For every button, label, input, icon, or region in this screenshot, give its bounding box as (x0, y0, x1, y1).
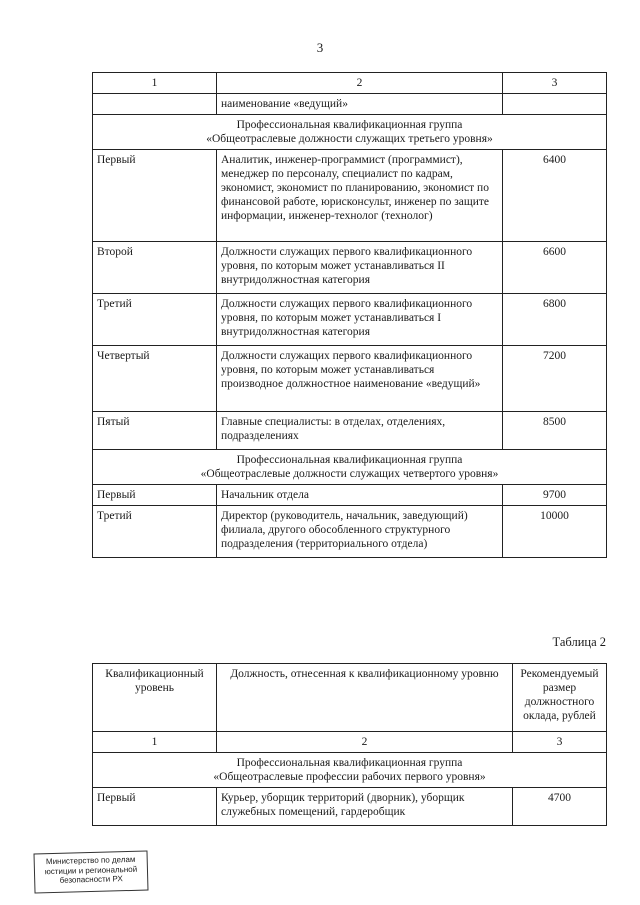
col-number-1: 1 (93, 732, 217, 753)
position-cell: наименование «ведущий» (217, 94, 503, 115)
column-number-row (93, 732, 607, 753)
table-row (93, 506, 607, 558)
ministry-stamp (33, 851, 148, 894)
table-row (93, 412, 607, 450)
group-title (93, 753, 607, 788)
group-header-row (93, 450, 607, 485)
level-cell: Второй (93, 242, 217, 294)
salary-cell: 6400 (503, 150, 607, 242)
group-title (93, 115, 607, 150)
stamp-line3: безопасности РХ (59, 874, 123, 885)
salary-cell: 7200 (503, 346, 607, 412)
position-cell: Главные специалисты: в отделах, отделениях, подразделениях (217, 412, 503, 450)
position-cell: Должности служащих первого квалификационного уровня, по которым может устанавливаться производное должностное наименование «ведущий» (217, 346, 503, 412)
table-row (93, 242, 607, 294)
level-cell: Первый (93, 150, 217, 242)
salary-cell: 8500 (503, 412, 607, 450)
col-number-3: 3 (513, 732, 607, 753)
group-title-line1: Профессиональная квалификационная группа (236, 454, 463, 466)
position-cell: Начальник отдела (217, 485, 503, 506)
header-position: Должность, отнесенная к квалификационному уровню (217, 664, 513, 732)
group-title (93, 450, 607, 485)
level-cell: Пятый (93, 412, 217, 450)
header-salary: Рекомендуемый размер должностного оклада, рублей (513, 664, 607, 732)
level-cell: Первый (93, 485, 217, 506)
level-cell: Третий (93, 294, 217, 346)
table-row (93, 150, 607, 242)
col-number-2: 2 (217, 732, 513, 753)
group-title-line1: Профессиональная квалификационная группа (236, 119, 463, 131)
salary-cell (503, 94, 607, 115)
salary-cell: 4700 (513, 788, 607, 826)
table-row (93, 346, 607, 412)
level-cell: Четвертый (93, 346, 217, 412)
page-number: 3 (316, 40, 324, 55)
position-cell: Курьер, уборщик территорий (дворник), уборщик служебных помещений, гардеробщик (217, 788, 513, 826)
salary-table-1 (92, 72, 607, 558)
position-cell: Должности служащих первого квалификационного уровня, по которым может устанавливаться II внутридолжностная категория (217, 242, 503, 294)
salary-cell: 6800 (503, 294, 607, 346)
stamp-line1: Министерство по делам (45, 854, 136, 867)
salary-cell: 6600 (503, 242, 607, 294)
salary-cell: 9700 (503, 485, 607, 506)
group-header-row (93, 115, 607, 150)
table-row (93, 294, 607, 346)
col-number-3: 3 (503, 73, 607, 94)
stamp-line2: юстиции и региональной (44, 864, 138, 876)
col-number-1: 1 (93, 73, 217, 94)
position-cell: Директор (руководитель, начальник, заведующий) филиала, другого обособленного структурного подразделения (территориального отдела) (217, 506, 503, 558)
salary-table-2 (92, 663, 607, 826)
col-number-2: 2 (217, 73, 503, 94)
column-number-row (93, 73, 607, 94)
level-cell (93, 94, 217, 115)
position-cell: Аналитик, инженер-программист (программист), менеджер по персоналу, специалист по кадрам, экономист, экономист по планированию, экономист по финансовой работе, юрисконсульт, инженер по защите информации, инженер-технолог (технолог) (217, 150, 503, 242)
table-row (93, 485, 607, 506)
position-cell: Должности служащих первого квалификационного уровня, по которым может устанавливаться I внутридолжностная категория (217, 294, 503, 346)
group-header-row (93, 753, 607, 788)
table-row (93, 94, 607, 115)
table-row (93, 788, 607, 826)
group-title-line2: «Общеотраслевые должности служащих четвертого уровня» (200, 468, 499, 480)
header-level: Квалификационный уровень (93, 664, 217, 732)
salary-cell: 10000 (503, 506, 607, 558)
group-title-line1: Профессиональная квалификационная группа (236, 757, 463, 769)
group-title-line2: «Общеотраслевые должности служащих третьего уровня» (206, 133, 493, 145)
level-cell: Первый (93, 788, 217, 826)
header-row (93, 664, 607, 732)
group-title-line2: «Общеотраслевые профессии рабочих первого уровня» (213, 771, 486, 783)
table-caption: Таблица 2 (552, 635, 606, 649)
level-cell: Третий (93, 506, 217, 558)
